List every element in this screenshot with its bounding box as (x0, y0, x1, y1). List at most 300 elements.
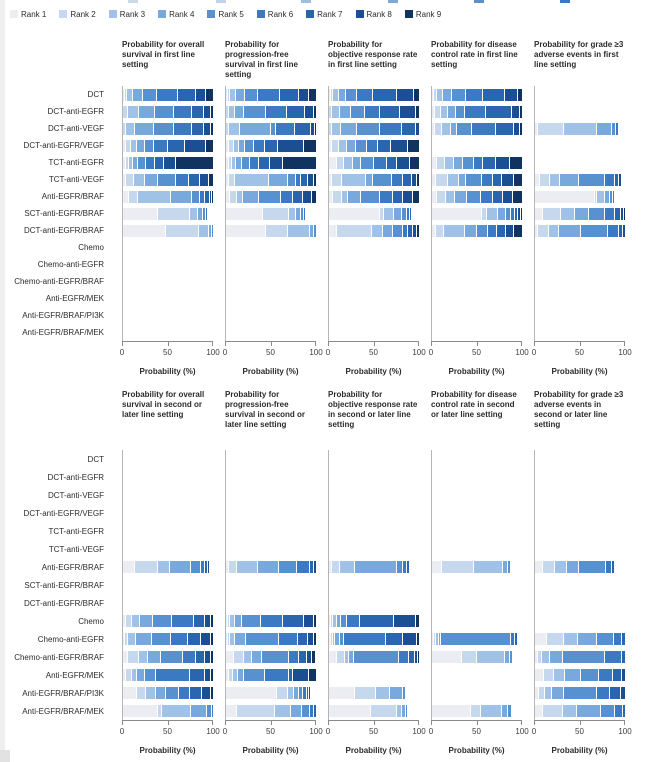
bar-segment-rank-7 (194, 615, 204, 627)
bar-segment-rank-4 (550, 651, 562, 663)
bar-segment-rank-1 (329, 687, 354, 699)
bar-segment-rank-7 (410, 208, 411, 220)
bar-row (535, 576, 625, 594)
bar-segment-rank-9 (417, 225, 419, 237)
rank-color-swatch (158, 10, 166, 18)
chart-title: Probability for overall survival in second or later line setting (122, 390, 205, 419)
bar-segment-rank-1 (123, 174, 125, 186)
bar-segment-rank-2 (229, 174, 234, 186)
stacked-bar (329, 705, 419, 717)
bar-segment-rank-5 (161, 651, 182, 663)
bar-segment-rank-3 (555, 561, 566, 573)
legend-item (10, 10, 46, 19)
bar-segment-rank-5 (612, 123, 616, 135)
bar-segment-rank-2 (329, 106, 331, 118)
bar-segment-rank-6 (276, 123, 294, 135)
bar-segment-rank-1 (432, 106, 434, 118)
chart-4 (428, 40, 529, 376)
x-axis-tick-label: 50 (266, 727, 275, 736)
chart-plot-area (122, 450, 213, 720)
bar-segment-rank-1 (123, 157, 125, 169)
bar-segment-rank-5 (259, 191, 280, 203)
bar-segment-rank-7 (615, 208, 620, 220)
bar-row (226, 648, 316, 666)
x-axis-tick (271, 721, 272, 725)
bar-segment-rank-7 (610, 687, 620, 699)
bar-segment-rank-8 (412, 174, 416, 186)
x-axis-tick (534, 721, 535, 725)
bar-segment-rank-6 (511, 208, 514, 220)
bar-segment-rank-5 (406, 705, 407, 717)
x-axis-tick (315, 721, 316, 725)
treatment-label: DCT (87, 454, 104, 464)
bar-row (329, 86, 419, 103)
bar-segment-rank-9 (510, 157, 522, 169)
x-axis-tick (225, 721, 226, 725)
chart-plot-area (122, 86, 213, 341)
x-axis-tick-label: 100 (618, 348, 632, 357)
bar-segment-rank-6 (613, 191, 614, 203)
bar-segment-rank-3 (230, 89, 234, 101)
bar-row (123, 188, 213, 205)
bar-segment-rank-4 (559, 225, 580, 237)
bar-segment-rank-2 (331, 615, 333, 627)
bar-segment-rank-4 (269, 174, 287, 186)
bar-segment-rank-1 (432, 123, 434, 135)
bar-segment-rank-4 (455, 191, 466, 203)
x-axis-tick-label: 50 (369, 727, 378, 736)
bar-row (535, 594, 625, 612)
bar-segment-rank-3 (344, 157, 352, 169)
bar-segment-rank-4 (465, 225, 475, 237)
bar-segment-rank-3 (446, 191, 454, 203)
bar-segment-rank-8 (196, 89, 206, 101)
bar-row (432, 666, 522, 684)
bar-segment-rank-8 (518, 208, 520, 220)
bar-segment-rank-3 (436, 633, 438, 645)
treatment-label: Chemo-anti-EGFR (37, 260, 104, 269)
bar-row (329, 630, 419, 648)
bar-segment-rank-1 (432, 89, 433, 101)
bar-segment-rank-3 (232, 157, 235, 169)
bar-segment-rank-5 (143, 89, 156, 101)
bar-segment-rank-3 (550, 174, 559, 186)
bar-row (226, 576, 316, 594)
bar-row (123, 273, 213, 290)
bar-segment-rank-1 (123, 651, 127, 663)
bar-row (329, 684, 419, 702)
stacked-bar (432, 225, 522, 237)
x-axis-tick-labels (531, 348, 632, 358)
bar-segment-rank-7 (178, 89, 194, 101)
bar-row (535, 205, 625, 222)
treatment-label: Chemo (78, 243, 104, 252)
bar-segment-rank-5 (463, 157, 473, 169)
bar-row (535, 648, 625, 666)
bar-segment-rank-3 (158, 561, 169, 573)
bar-segment-rank-3 (333, 615, 335, 627)
bar-row (432, 256, 522, 273)
bar-segment-rank-5 (506, 208, 510, 220)
bar-row (226, 702, 316, 720)
bar-segment-rank-7 (496, 123, 512, 135)
bar-segment-rank-4 (133, 89, 141, 101)
bar-segment-rank-5 (301, 208, 303, 220)
treatment-label: Anti-EGFR/BRAF/PI3K (22, 688, 104, 698)
stacked-bar (329, 140, 419, 152)
bar-segment-rank-1 (123, 633, 124, 645)
bar-segment-rank-1 (123, 225, 165, 237)
bar-segment-rank-5 (245, 89, 257, 101)
bar-segment-rank-3 (132, 669, 137, 681)
bar-segment-rank-3 (128, 633, 135, 645)
bar-segment-rank-6 (289, 651, 298, 663)
treatment-label: DCT-anti-EGFR/BRAF (23, 598, 104, 608)
bar-segment-rank-4 (339, 89, 346, 101)
bar-row (535, 666, 625, 684)
bar-segment-rank-7 (612, 561, 614, 573)
bar-segment-rank-7 (314, 705, 316, 717)
bar-segment-rank-2 (540, 174, 549, 186)
bar-segment-rank-1 (226, 157, 228, 169)
bar-segment-rank-1 (226, 687, 276, 699)
bar-segment-rank-1 (432, 191, 436, 203)
x-axis-tick (374, 342, 375, 346)
bar-segment-rank-9 (314, 615, 316, 627)
bar-segment-rank-6 (599, 669, 612, 681)
bar-segment-rank-5 (579, 174, 604, 186)
bar-row (123, 137, 213, 154)
stacked-bar (226, 651, 316, 663)
bar-segment-rank-7 (483, 89, 504, 101)
bar-segment-rank-2 (126, 157, 128, 169)
bar-row (123, 256, 213, 273)
bar-row (123, 630, 213, 648)
bar-row (535, 522, 625, 540)
bar-row (123, 468, 213, 486)
bar-segment-rank-4 (258, 561, 278, 573)
bar-segment-rank-3 (376, 687, 389, 699)
bar-row (329, 307, 419, 324)
bar-row (535, 468, 625, 486)
x-axis-tick-label: 50 (472, 348, 481, 357)
bar-segment-rank-8 (416, 123, 419, 135)
bar-segment-rank-3 (128, 106, 138, 118)
bar-segment-rank-5 (244, 669, 264, 681)
bar-segment-rank-1 (226, 561, 228, 573)
stacked-bar (535, 669, 625, 681)
bar-row (226, 239, 316, 256)
bar-row (535, 450, 625, 468)
stacked-bar (535, 123, 625, 135)
bar-row (535, 188, 625, 205)
bar-segment-rank-3 (332, 106, 339, 118)
x-axis-title: Probability (%) (448, 746, 505, 755)
legend-item (306, 10, 342, 19)
bar-segment-rank-6 (606, 561, 611, 573)
bar-segment-rank-7 (613, 669, 621, 681)
bar-segment-rank-6 (304, 208, 305, 220)
stacked-bar (123, 157, 213, 169)
bar-segment-rank-2 (166, 225, 198, 237)
bar-segment-rank-5 (242, 157, 249, 169)
bar-segment-rank-4 (348, 191, 360, 203)
bar-segment-rank-8 (311, 123, 314, 135)
bar-segment-rank-6 (310, 705, 313, 717)
bar-segment-rank-6 (466, 89, 482, 101)
bar-segment-rank-3 (437, 89, 442, 101)
stacked-bar (432, 191, 522, 203)
stacked-bar (329, 191, 419, 203)
x-axis-tick-label: 50 (163, 727, 172, 736)
bar-segment-rank-1 (329, 174, 331, 186)
bar-segment-rank-6 (174, 123, 191, 135)
x-axis-tick (374, 721, 375, 725)
bar-segment-rank-1 (329, 191, 332, 203)
stacked-bar (535, 651, 625, 663)
bar-segment-rank-2 (437, 191, 446, 203)
bar-segment-rank-7 (407, 561, 409, 573)
bar-segment-rank-2 (442, 561, 473, 573)
bar-segment-rank-4 (135, 123, 153, 135)
chart-title: Probability for grade ≥3 adverse events in first line setting (534, 40, 624, 69)
title-spacer (6, 390, 110, 450)
bar-segment-rank-4 (137, 669, 144, 681)
chart-plot-area (225, 86, 316, 341)
bar-segment-rank-5 (357, 123, 379, 135)
bar-segment-rank-5 (302, 705, 309, 717)
bar-segment-rank-4 (565, 669, 580, 681)
bar-row (535, 86, 625, 103)
bar-segment-rank-1 (432, 561, 441, 573)
stacked-bar (226, 633, 316, 645)
bar-segment-rank-5 (581, 225, 607, 237)
chart-title: Probability for objective response rate in second or later line setting (328, 390, 418, 429)
bar-segment-rank-6 (200, 191, 204, 203)
bar-segment-rank-8 (514, 123, 520, 135)
bar-segment-rank-7 (373, 89, 396, 101)
bar-segment-rank-4 (552, 687, 562, 699)
bar-segment-rank-7 (378, 140, 390, 152)
stacked-bar (535, 225, 625, 237)
bar-row (535, 540, 625, 558)
bar-segment-rank-7 (155, 157, 163, 169)
x-axis-tick-labels (222, 727, 323, 737)
bar-row (535, 702, 625, 720)
bar-segment-rank-5 (403, 687, 405, 699)
bar-row (432, 576, 522, 594)
bar-segment-rank-4 (459, 174, 466, 186)
bar-segment-rank-4 (448, 106, 455, 118)
cropped-edge-fragment (301, 0, 311, 3)
x-axis (122, 341, 213, 348)
stacked-bar (535, 687, 625, 699)
bar-segment-rank-5 (145, 140, 153, 152)
bar-segment-rank-2 (158, 705, 161, 717)
chart-title: Probability for progression-free survival in second or later line setting (225, 390, 306, 429)
bar-segment-rank-4 (443, 89, 451, 101)
legend-label: Rank 8 (366, 9, 392, 19)
bar-segment-rank-8 (623, 225, 625, 237)
stacked-bar (226, 140, 316, 152)
bar-segment-rank-9 (520, 123, 522, 135)
bar-segment-rank-5 (212, 225, 213, 237)
x-axis-tick-labels (325, 727, 426, 737)
bar-row (226, 137, 316, 154)
x-axis-tick-label: 100 (309, 348, 323, 357)
bar-segment-rank-8 (278, 140, 303, 152)
bar-segment-rank-4 (560, 174, 578, 186)
bar-segment-rank-1 (226, 174, 228, 186)
bar-segment-rank-2 (437, 157, 444, 169)
bar-segment-rank-5 (579, 561, 604, 573)
chart-plot-area (328, 86, 419, 341)
treatment-labels-column (6, 40, 110, 376)
bar-row (226, 684, 316, 702)
bar-segment-rank-1 (123, 669, 125, 681)
bar-segment-rank-6 (488, 225, 496, 237)
bar-segment-rank-7 (189, 174, 199, 186)
bar-segment-rank-6 (608, 225, 618, 237)
bar-segment-rank-6 (176, 174, 188, 186)
x-axis-tick-label: 0 (325, 348, 331, 357)
bar-segment-rank-6 (174, 106, 191, 118)
x-axis-tick-label: 0 (325, 727, 331, 736)
x-axis-tick-label: 50 (472, 727, 481, 736)
legend-label: Rank 7 (317, 9, 343, 19)
stacked-bar (535, 705, 625, 717)
bar-segment-rank-3 (289, 208, 295, 220)
bar-segment-rank-3 (332, 123, 340, 135)
bar-row (226, 468, 316, 486)
treatment-label: Chemo-anti-EGFR/BRAF (14, 277, 104, 286)
bar-segment-rank-3 (333, 633, 335, 645)
bar-segment-rank-4 (355, 561, 396, 573)
bar-segment-rank-8 (621, 208, 624, 220)
bar-row (226, 612, 316, 630)
bar-segment-rank-8 (307, 651, 312, 663)
x-axis-tick (521, 721, 522, 725)
x-axis-title: Probability (%) (139, 746, 196, 755)
bar-row (432, 171, 522, 188)
bar-segment-rank-7 (623, 705, 625, 717)
bar-segment-rank-6 (465, 106, 486, 118)
bar-segment-rank-5 (191, 561, 200, 573)
x-axis-tick-label: 0 (119, 348, 125, 357)
x-axis-tick-labels (325, 348, 426, 358)
bar-segment-rank-4 (503, 561, 507, 573)
bar-segment-rank-2 (237, 705, 274, 717)
bar-segment-rank-9 (416, 615, 419, 627)
bar-segment-rank-4 (605, 191, 609, 203)
x-axis (431, 720, 522, 727)
bar-row (432, 86, 522, 103)
x-axis-tick (122, 342, 123, 346)
stacked-bar (329, 208, 419, 220)
bar-segment-rank-6 (472, 123, 495, 135)
chart-plot-area (225, 450, 316, 720)
bar-row (535, 324, 625, 341)
bar-segment-rank-6 (206, 208, 207, 220)
bar-row (432, 450, 522, 468)
bar-segment-rank-1 (123, 191, 128, 203)
bar-segment-rank-3 (342, 191, 347, 203)
bar-segment-rank-8 (403, 633, 415, 645)
x-axis-title: Probability (%) (242, 746, 299, 755)
x-axis-tick (521, 342, 522, 346)
bar-segment-rank-2 (229, 669, 232, 681)
x-axis-tick (328, 342, 329, 346)
stacked-bar (226, 615, 316, 627)
stacked-bar (123, 633, 213, 645)
bar-segment-rank-4 (198, 208, 203, 220)
x-axis-tick-label: 0 (222, 727, 228, 736)
stacked-bar (123, 651, 213, 663)
bar-segment-rank-1 (226, 651, 233, 663)
bar-row (432, 120, 522, 137)
legend-label: Rank 3 (119, 9, 146, 19)
bar-segment-rank-1 (535, 191, 594, 203)
bar-row (123, 684, 213, 702)
bar-row (432, 630, 522, 648)
bar-row (226, 273, 316, 290)
bar-segment-rank-3 (230, 615, 233, 627)
bar-segment-rank-5 (314, 225, 316, 237)
treatment-label: DCT-anti-VEGF (47, 124, 104, 133)
x-axis-tick-label: 0 (531, 727, 537, 736)
bar-segment-rank-2 (229, 157, 231, 169)
bar-segment-rank-3 (487, 208, 498, 220)
bar-segment-rank-5 (244, 106, 265, 118)
chart-3 (325, 40, 426, 376)
bar-segment-rank-6 (212, 705, 213, 717)
bar-segment-rank-4 (136, 633, 151, 645)
bar-segment-rank-5 (361, 191, 379, 203)
bar-segment-rank-3 (561, 208, 574, 220)
bar-segment-rank-6 (365, 106, 380, 118)
stacked-bar (535, 174, 625, 186)
bar-segment-rank-9 (312, 191, 316, 203)
bar-segment-rank-2 (547, 633, 563, 645)
treatment-label: Anti-EGFR/MEK (45, 294, 104, 303)
bar-segment-rank-9 (312, 651, 315, 663)
bar-segment-rank-9 (309, 89, 316, 101)
stacked-bar (123, 615, 213, 627)
bar-segment-rank-8 (200, 174, 208, 186)
bar-segment-rank-5 (477, 225, 487, 237)
bar-segment-rank-3 (342, 174, 365, 186)
bar-segment-rank-2 (126, 140, 130, 152)
bar-row (535, 120, 625, 137)
bar-segment-rank-9 (518, 89, 522, 101)
bar-segment-rank-6 (172, 615, 193, 627)
bar-segment-rank-9 (283, 157, 316, 169)
treatment-label: DCT-anti-EGFR (47, 472, 104, 482)
bar-segment-rank-1 (329, 140, 331, 152)
chart-4 (428, 390, 529, 755)
bar-segment-rank-3 (131, 140, 137, 152)
bar-row (123, 239, 213, 256)
stacked-bar (432, 651, 522, 663)
bar-segment-rank-5 (354, 651, 398, 663)
bar-segment-rank-6 (179, 687, 189, 699)
bar-segment-rank-3 (340, 561, 354, 573)
bar-segment-rank-2 (543, 208, 560, 220)
bar-segment-rank-3 (442, 123, 450, 135)
bar-segment-rank-1 (432, 651, 461, 663)
bar-segment-rank-3 (397, 705, 402, 717)
rank-color-swatch (59, 10, 67, 18)
